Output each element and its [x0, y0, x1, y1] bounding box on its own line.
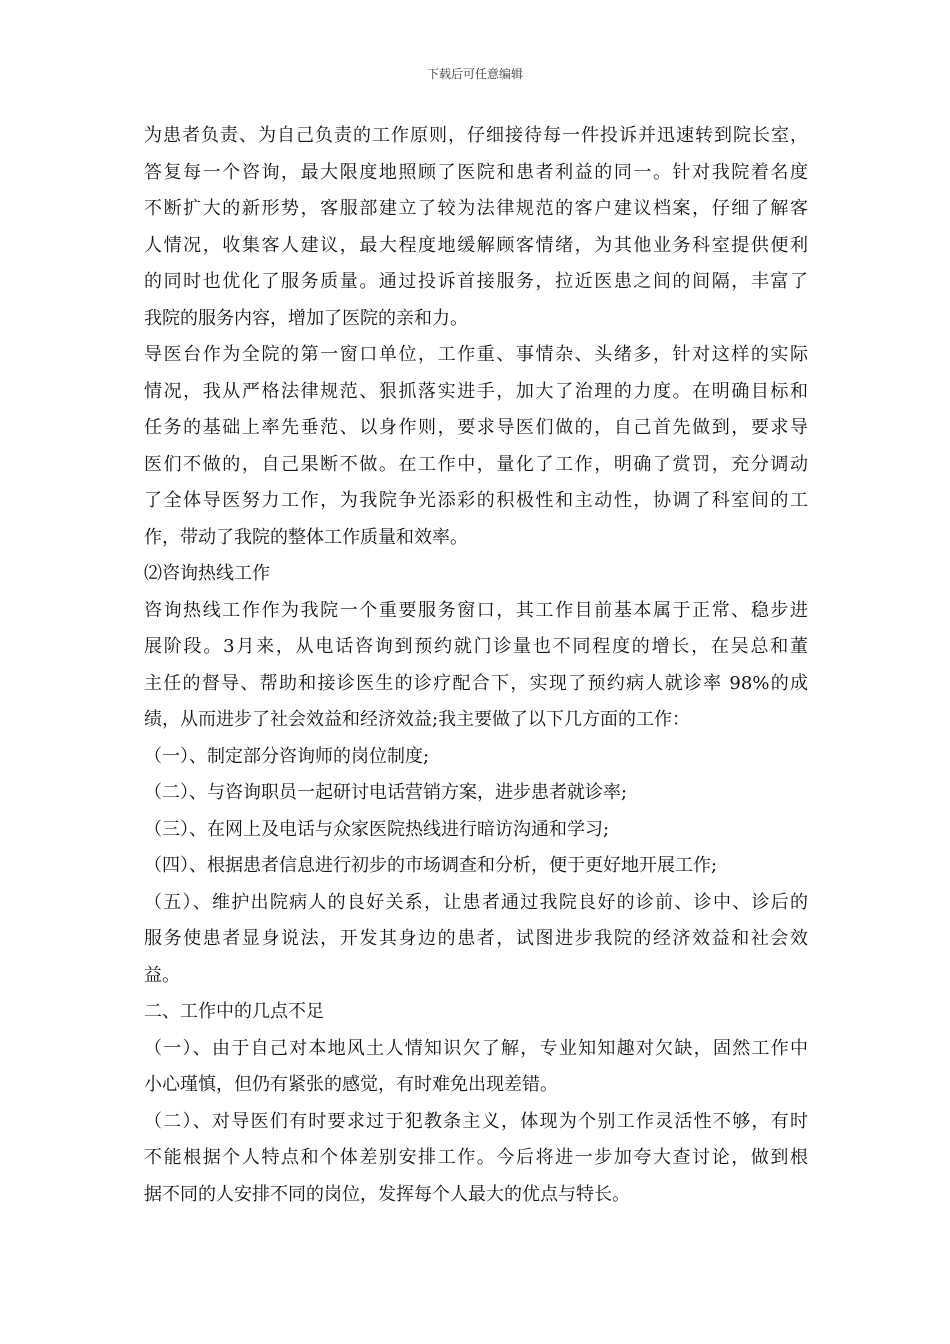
body-line: 答复每一个咨询，最大限度地照顾了医院和患者利益的同一。针对我院着名度 [144, 161, 808, 183]
body-line: 据不同的人安排不同的岗位，发挥每个人最大的优点与特长。 [144, 1183, 630, 1205]
body-line: 不能根据个人特点和个体差别安排工作。今后将进一步加夸大查讨论，做到根 [144, 1147, 808, 1168]
body-line: 医们不做的，自己果断不做。在工作中，量化了工作，明确了赏罚，充分调动 [144, 453, 808, 475]
body-line: 益。 [144, 964, 180, 986]
section-heading: ⑵咨询热线工作 [144, 563, 270, 584]
section-heading: 二、工作中的几点不足 [144, 1001, 324, 1022]
document-body [144, 118, 808, 1213]
body-line: 为患者负责、为自己负责的工作原则，仔细接待每一件投诉并迅速转到院长室， [144, 125, 808, 146]
body-line: 作，带动了我院的整体工作质量和效率。 [144, 526, 468, 548]
body-line: 了全体导医努力工作，为我院争光添彩的积极性和主动性，协调了科室间的工 [144, 490, 808, 511]
list-item: （五）、维护出院病人的良好关系，让患者通过我院良好的诊前、诊中、诊后的 [144, 891, 808, 913]
body-line: 小心瑾慎，但仍有紧张的感觉，有时难免出现差错。 [144, 1074, 558, 1095]
body-line: 的同时也优化了服务质量。通过投诉首接服务，拉近医患之间的间隔，丰富了 [144, 271, 808, 292]
list-item: （四）、根据患者信息进行初步的市场调查和分析，便于更好地开展工作; [144, 855, 718, 876]
body-line: 主任的督导、帮助和接诊医生的诊疗配合下，实现了预约病人就诊率 98%的成 [144, 672, 808, 694]
list-item: （一）、由于自己对本地风土人情知识欠了解，专业知知趣对欠缺，固然工作中 [144, 1037, 808, 1059]
body-line: 导医台作为全院的第一窗口单位，工作重、事情杂、头绪多，针对这样的实际 [144, 344, 808, 365]
body-line: 展阶段。3月来，从电话咨询到预约就门诊量也不同程度的增长，在吴总和董 [144, 636, 808, 657]
body-line: 情况，我从严格法律规范、狠抓落实进手，加大了治理的力度。在明确目标和 [144, 380, 808, 402]
page-header: 下载后可任意编辑 [426, 67, 523, 81]
body-line: 咨询热线工作作为我院一个重要服务窗口，其工作目前基本属于正常、稳步进 [144, 599, 808, 621]
body-line: 我院的服务内容，增加了医院的亲和力。 [144, 307, 468, 329]
body-line: 绩，从而进步了社会效益和经济效益;我主要做了以下几方面的工作： [144, 709, 691, 730]
body-line: 不断扩大的新形势，客服部建立了较为法律规范的客户建议档案，仔细了解客 [144, 198, 808, 219]
list-item: （二）、与咨询职员一起研讨电话营销方案，进步患者就诊率; [144, 782, 628, 803]
list-item: （二）、对导医们有时要求过于犯教条主义，体现为个别工作灵活性不够，有时 [144, 1110, 808, 1132]
body-line: 人情况，收集客人建议，最大程度地缓解顾客情绪，为其他业务科室提供便利 [144, 234, 808, 256]
body-line: 服务使患者显身说法，开发其身边的患者，试图进步我院的经济效益和社会效 [144, 928, 808, 949]
list-item: （一）、制定部分咨询师的岗位制度; [144, 745, 430, 767]
list-item: （三）、在网上及电话与众家医院热线进行暗访沟通和学习; [144, 818, 610, 840]
body-line: 任务的基础上率先垂范、以身作则，要求导医们做的，自己首先做到，要求导 [144, 417, 808, 438]
